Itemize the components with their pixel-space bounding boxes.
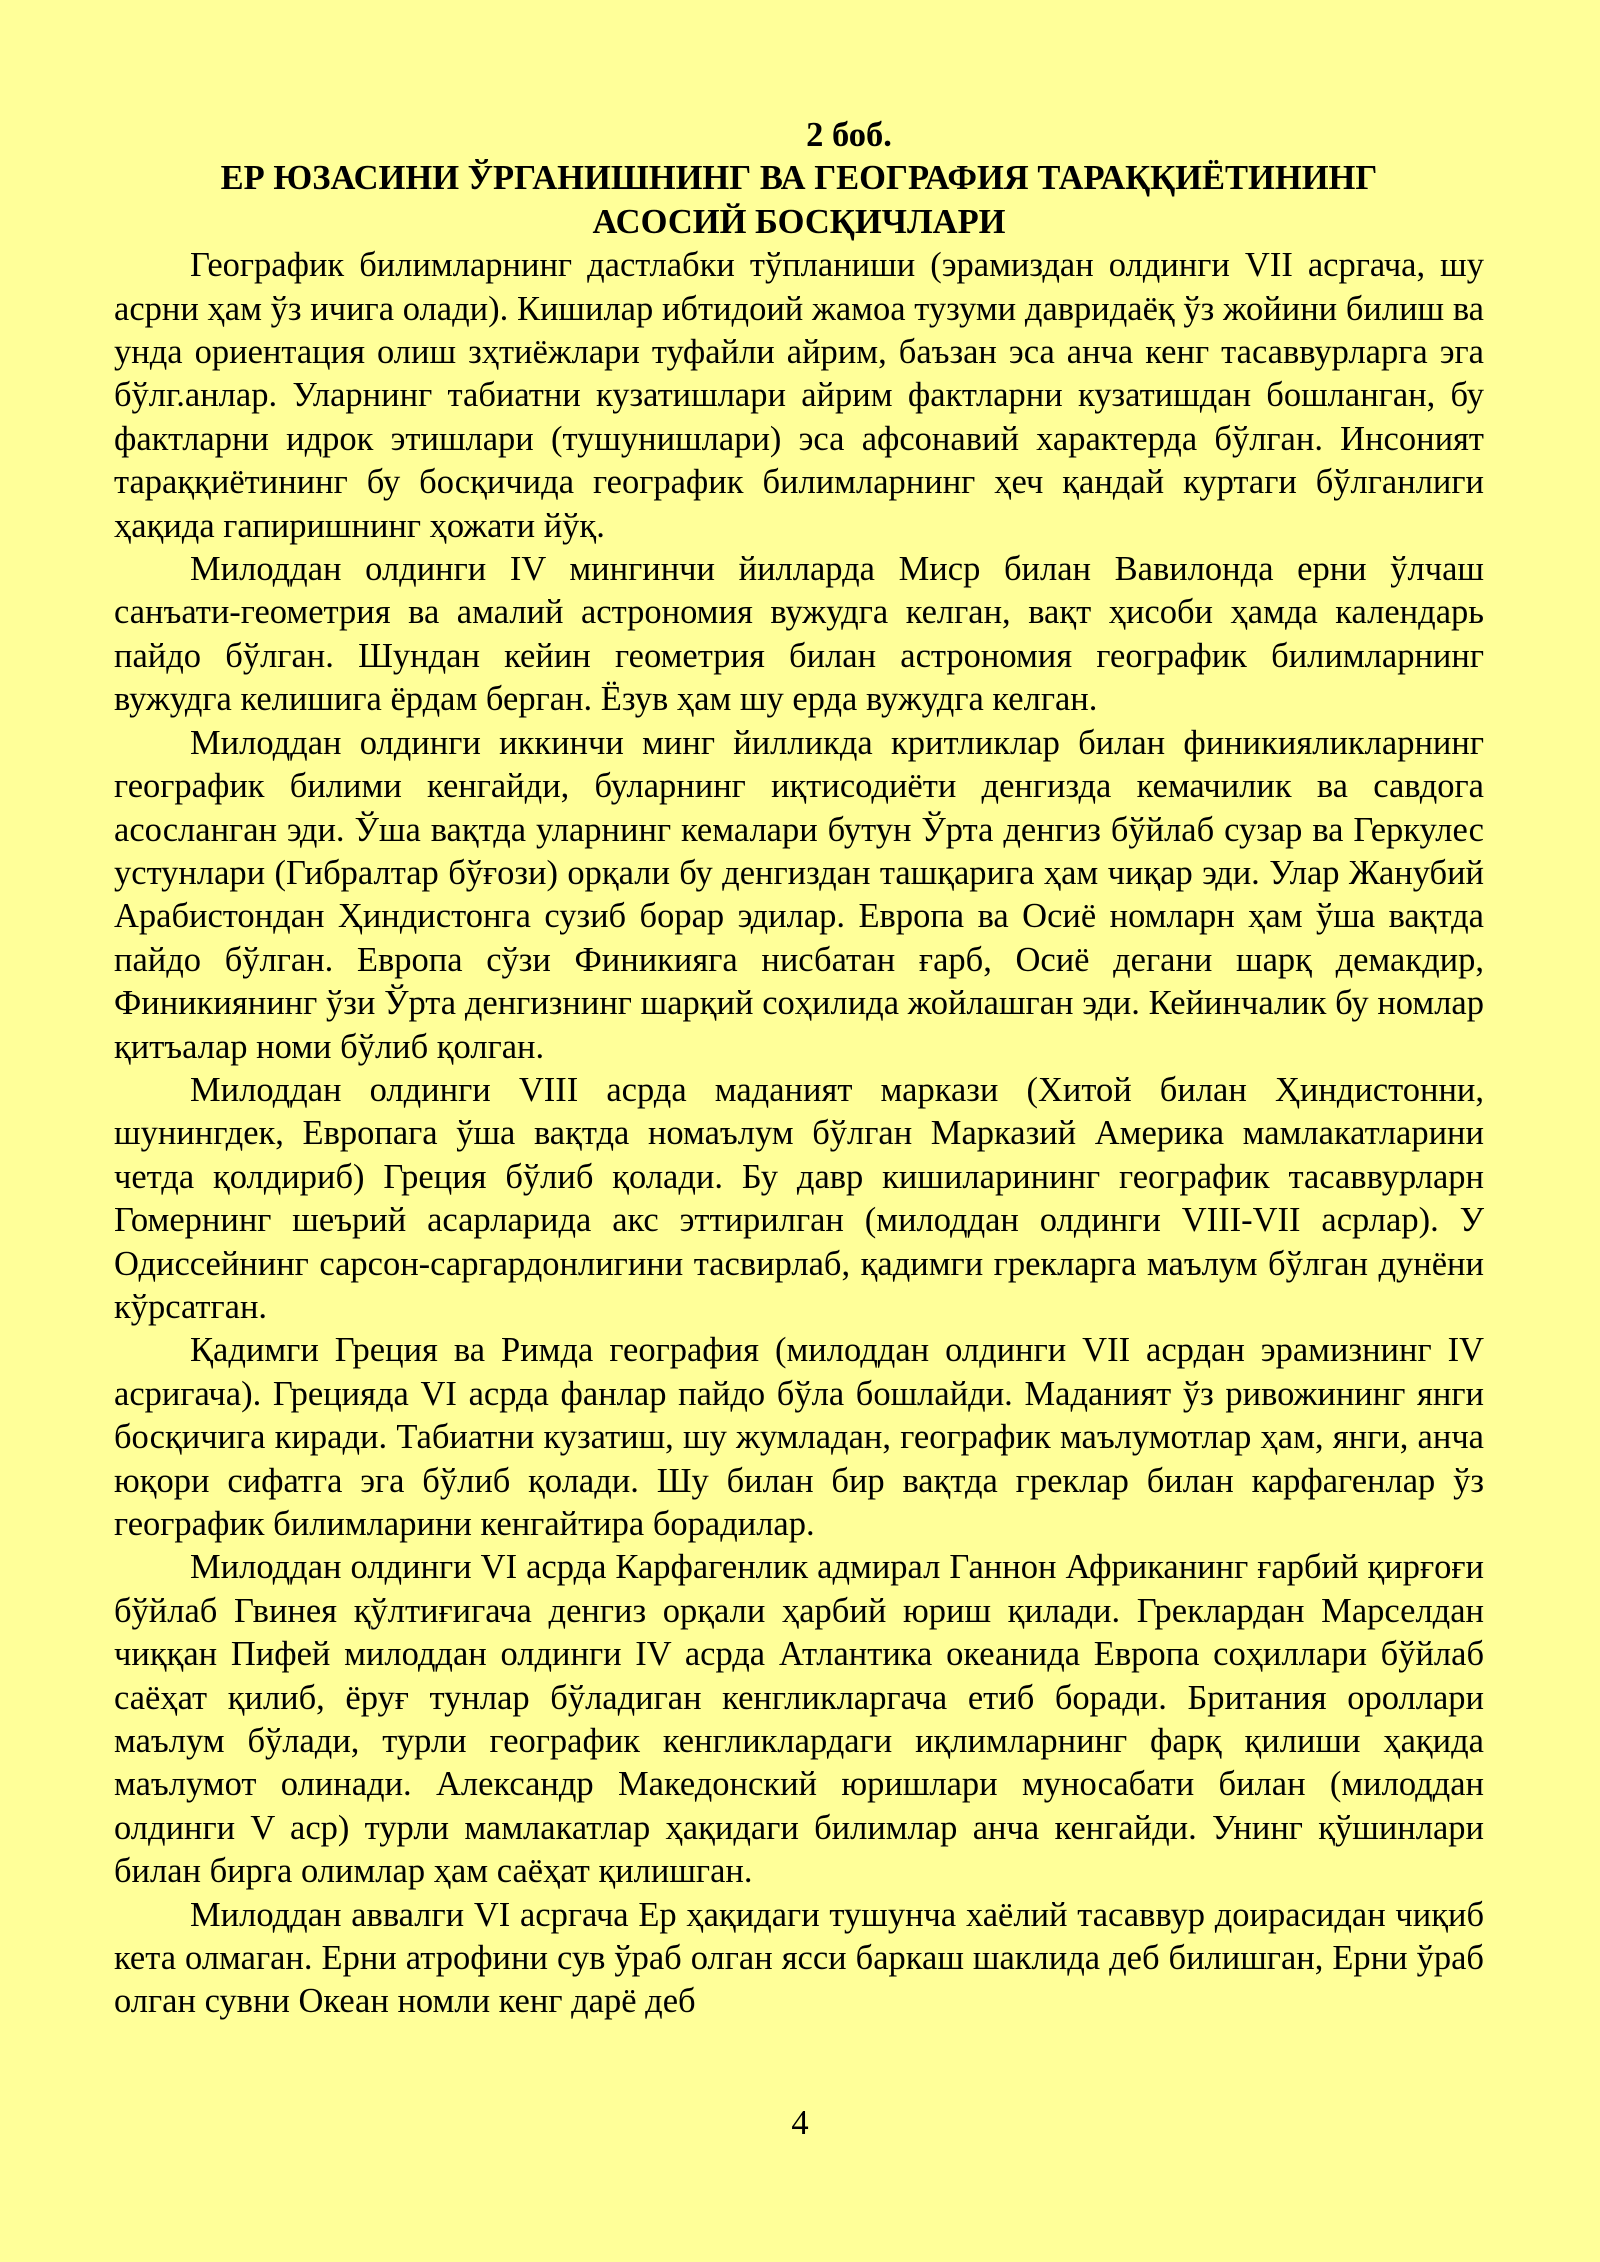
chapter-title-line-1: ЕР ЮЗАСИНИ ЎРГАНИШНИНГ ВА ГЕОГРАФИЯ ТАРАҚҚИЁТИНИНГ xyxy=(220,159,1378,198)
paragraph: Милоддан олдинги VIII асрда маданият маркази (Хитой билан Ҳиндистонни, шунингдек, Европага ўша вақтда номаълум бўлган Марказий Америка мамлакатларини четда қолдириб) Греция бўлиб қолади. Бу давр кишиларининг географик тасаввурларн Гомернинг шеърий асарларида акс эттирилган (милоддан олдинги VIII-VII асрлар). У Одиссейнинг сарсон-саргардонлигини тасвирлаб, қадимги грекларга маълум бўлган дунёни кўрсатган. xyxy=(114,1070,1484,1326)
paragraph: Милоддан аввалги VI асргача Ер ҳақидаги тушунча хаёлий тасаввур доирасидан чиқиб кета олмаган. Ерни атрофини сув ўраб олган ясси баркаш шаклида деб билишган, Ерни ўраб олган сувни Океан номли кенг дарё деб xyxy=(114,1895,1484,2021)
chapter-title-line-2: АСОСИЙ БОСҚИЧЛАРИ xyxy=(592,202,1006,241)
chapter-number: 2 боб. xyxy=(806,116,892,154)
paragraph: Милоддан олдинги VI асрда Карфагенлик адмирал Ганнон Африканинг ғарбий қирғоғи бўйлаб Гвинея қўлтиғигача денгиз орқали ҳарбий юриш қилади. Греклардан Марселдан чиққан Пифей милоддан олдинги IV асрда Атлантика океанида Европа соҳиллари бўйлаб саёҳат қилиб, ёруғ тунлар бўладиган кенгликларгача етиб боради. Британия ороллари маълум бўлади, турли географик кенгликлардаги иқлимларнинг фарқ қилиши ҳақида маълумот олинади. Александр Македонский юришлари муносабати билан (милоддан олдинги V аср) турли мамлакатлар ҳақидаги билимлар анча кенгайди. Унинг қўшинлари билан бирга олимлар ҳам саёҳат қилишган. xyxy=(114,1548,1484,1891)
paragraph: Қадимги Греция ва Римда география (милоддан олдинги VII асрдан эрамизнинг IV асригача). Грецияда VI асрда фанлар пайдо бўла бошлайди. Маданият ўз ривожининг янги босқичига киради. Табиатни кузатиш, шу жумладан, географик маълумотлар ҳам, янги, анча юқори сифатга эга бўлиб қолади. Шу билан бир вақтда греклар билан карфагенлар ўз географик билимларини кенгайтира борадилар. xyxy=(114,1331,1484,1543)
paragraph: Милоддан олдинги IV мингинчи йилларда Миср билан Вавилонда ерни ўлчаш санъати-геометрия ва амалий астрономия вужудга келган, вақт ҳисоби ҳамда календарь пайдо бўлган. Шундан кейин геометрия билан астрономия географик билимларнинг вужудга келишига ёрдам берган. Ёзув ҳам шу ерда вужудга келган. xyxy=(114,550,1484,719)
page-number: 4 xyxy=(791,2104,809,2142)
paragraph: Географик билимларнинг дастлабки тўпланиши (эрамиздан олдинги VII асргача, шу асрни ҳам ўз ичига олади). Кишилар ибтидоий жамоа тузуми давридаёқ ўз жойини билиш ва унда ориентация олиш зҳтиёжлари туфайли айрим, баъзан эса анча кенг тасаввурларга эга бўлг.анлар. Уларнинг табиатни кузатишлари айрим фактларни кузатишдан бошланган, бу фактларни идрок этишлари (тушунишлари) эса афсонавий характерда бўлган. Инсоният тараққиётининг бу босқичида географик билимларнинг ҳеч қандай куртаги бўлганлиги ҳақида гапиришнинг ҳожати йўқ. xyxy=(114,246,1484,545)
document-page xyxy=(114,114,1484,2024)
paragraph: Милоддан олдинги иккинчи минг йилликда критликлар билан финикияликларнинг географик билими кенгайди, буларнинг иқтисодиёти денгизда кемачилик ва савдога асосланган эди. Ўша вақтда уларнинг кемалари бутун Ўрта денгиз бўйлаб сузар ва Геркулес устунлари (Гибралтар бўғози) орқали бу денгиздан ташқарига ҳам чиқар эди. Улар Жанубий Арабистондан Ҳиндистонга сузиб борар эдилар. Европа ва Осиё номларн ҳам ўша вақтда пайдо бўлган. Европа сўзи Финикияга нисбатан ғарб, Осиё дегани шарқ демакдир, Финикиянинг ўзи Ўрта денгизнинг шарқий соҳилида жойлашган эди. Кейинчалик бу номлар қитъалар номи бўлиб қолган. xyxy=(114,723,1484,1066)
